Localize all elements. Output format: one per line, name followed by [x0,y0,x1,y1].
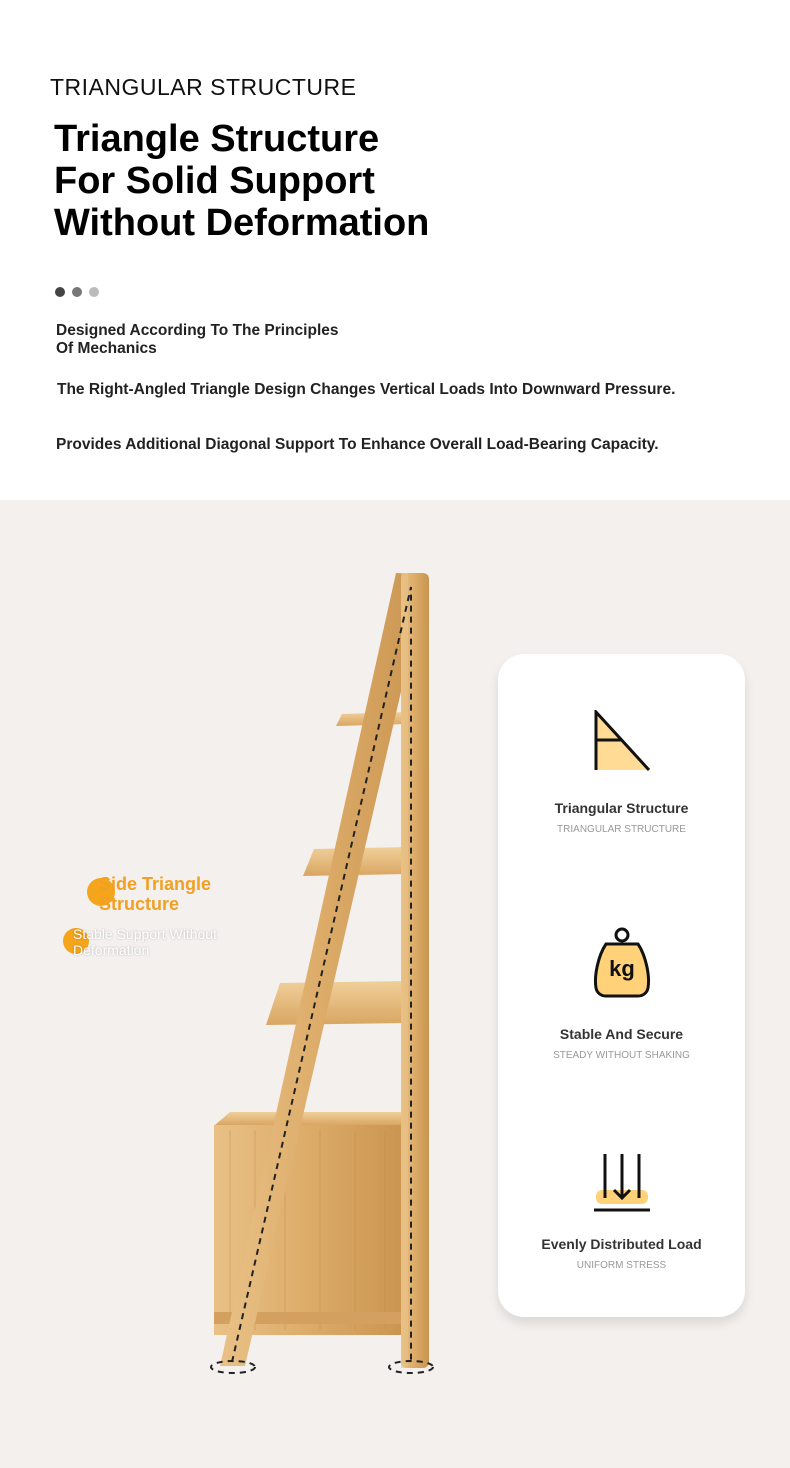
callout-title-line: Structure [99,894,180,914]
triangle-structure-icon [592,710,652,772]
feature-sub: TRIANGULAR STRUCTURE [557,824,686,835]
headline-line: Triangle Structure [54,118,380,160]
feature-load [498,1152,745,1271]
dot-2[interactable] [72,287,82,297]
load-paragraph: The Right-Angled Triangle Design Changes Vertical Loads Into Downward Pressure. [57,381,676,398]
callout-subtitle [73,926,273,958]
principles-line: Designed According To The Principles [56,322,339,339]
callout-sub-line: Deformation [73,942,150,958]
principles-line: Of Mechanics [56,340,157,357]
principles-paragraph [56,322,396,358]
svg-text:kg: kg [608,956,635,981]
feature-triangular [498,710,745,835]
support-paragraph: Provides Additional Diagonal Support To Enhance Overall Load-Bearing Capacity. [56,436,659,453]
feature-label: Evenly Distributed Load [541,1236,702,1252]
callout-title-line: Side Triangle [99,874,212,894]
feature-label: Stable And Secure [559,1026,684,1042]
callout-sub-line: Stable Support Without [73,926,217,942]
intro-section [0,0,790,500]
features-card [498,654,745,1317]
ladder-shelf-image [0,500,480,1468]
callout-title [99,874,269,914]
feature-sub: STEADY WITHOUT SHAKING [553,1050,690,1061]
feature-sub: UNIFORM STRESS [576,1260,667,1271]
eyebrow-label: TRIANGULAR STRUCTURE [50,74,357,100]
headline-line: For Solid Support [54,160,375,202]
kg-weight-icon [592,926,652,998]
downward-arrows-icon [592,1152,652,1214]
dot-3[interactable] [89,287,99,297]
dot-1[interactable] [55,287,65,297]
headline-line: Without Deformation [54,202,430,244]
feature-stable [498,926,745,1061]
page-title [54,118,474,244]
carousel-dots [55,287,99,297]
feature-label: Triangular Structure [554,800,689,816]
product-section [0,500,790,1468]
